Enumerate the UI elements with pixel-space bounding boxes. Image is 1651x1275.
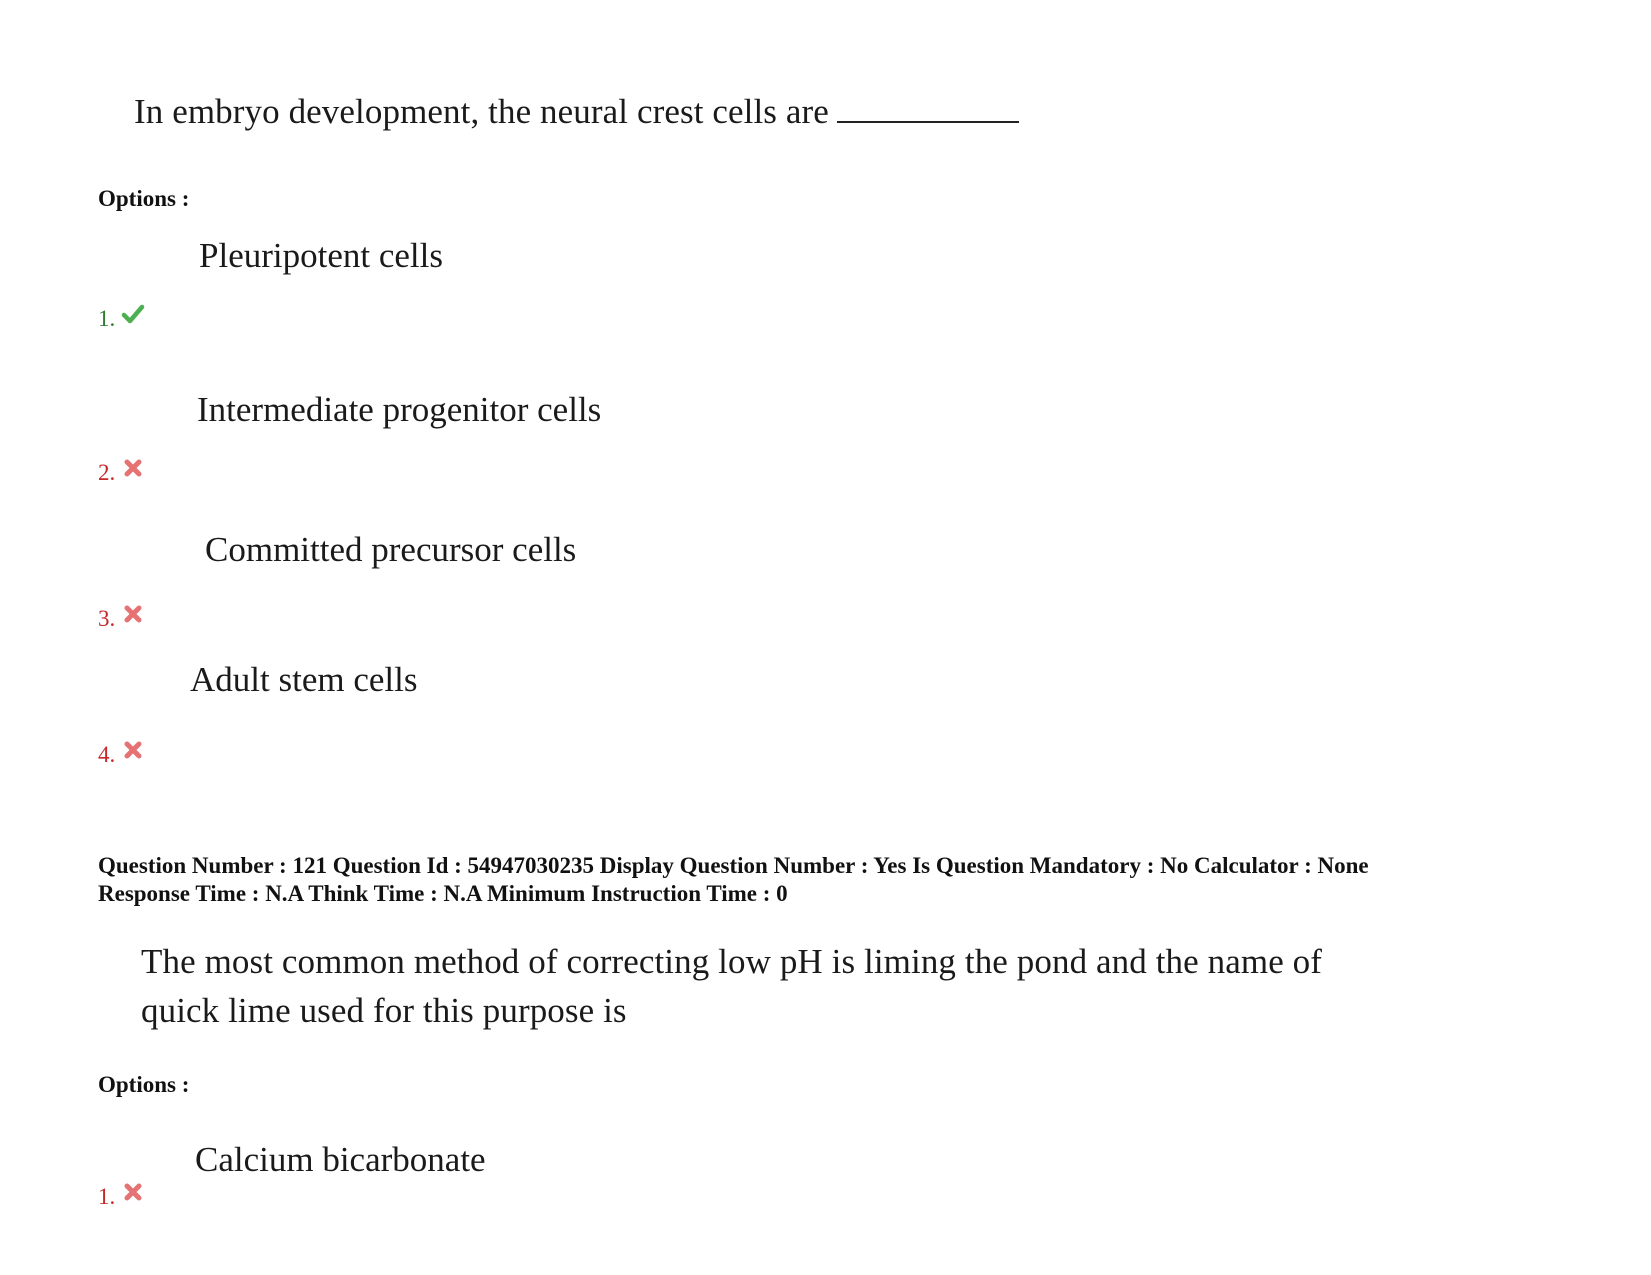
cross-icon	[121, 456, 145, 480]
check-icon	[121, 302, 145, 326]
question-text: In embryo development, the neural crest cells are	[134, 92, 1019, 132]
cross-icon	[121, 602, 145, 626]
option-text: Committed precursor cells	[205, 530, 577, 569]
option-text: Adult stem cells	[190, 660, 418, 699]
question-meta-line: Response Time : N.A Think Time : N.A Minimum Instruction Time : 0	[98, 881, 788, 906]
question-text-line: quick lime used for this purpose is	[141, 991, 627, 1030]
option-number: 4.	[98, 742, 145, 768]
option-text: Intermediate progenitor cells	[197, 390, 602, 429]
option-number: 3.	[98, 606, 145, 632]
question-meta	[98, 852, 1598, 908]
option-number: 1.	[98, 1184, 145, 1210]
option-text: Calcium bicarbonate	[195, 1140, 486, 1179]
option-number: 2.	[98, 460, 145, 486]
option-text: Pleuripotent cells	[199, 236, 443, 275]
answer-blank	[837, 93, 1019, 123]
options-label: Options :	[98, 186, 190, 211]
cross-icon	[121, 1180, 145, 1204]
question-meta-line: Question Number : 121 Question Id : 54947030235 Display Question Number : Yes Is Question Mandatory : No Calculator : None	[98, 853, 1369, 878]
option-number: 1.	[98, 306, 145, 332]
question-text-line: The most common method of correcting low pH is liming the pond and the name of	[141, 942, 1323, 981]
cross-icon	[121, 738, 145, 762]
options-label: Options :	[98, 1072, 190, 1097]
